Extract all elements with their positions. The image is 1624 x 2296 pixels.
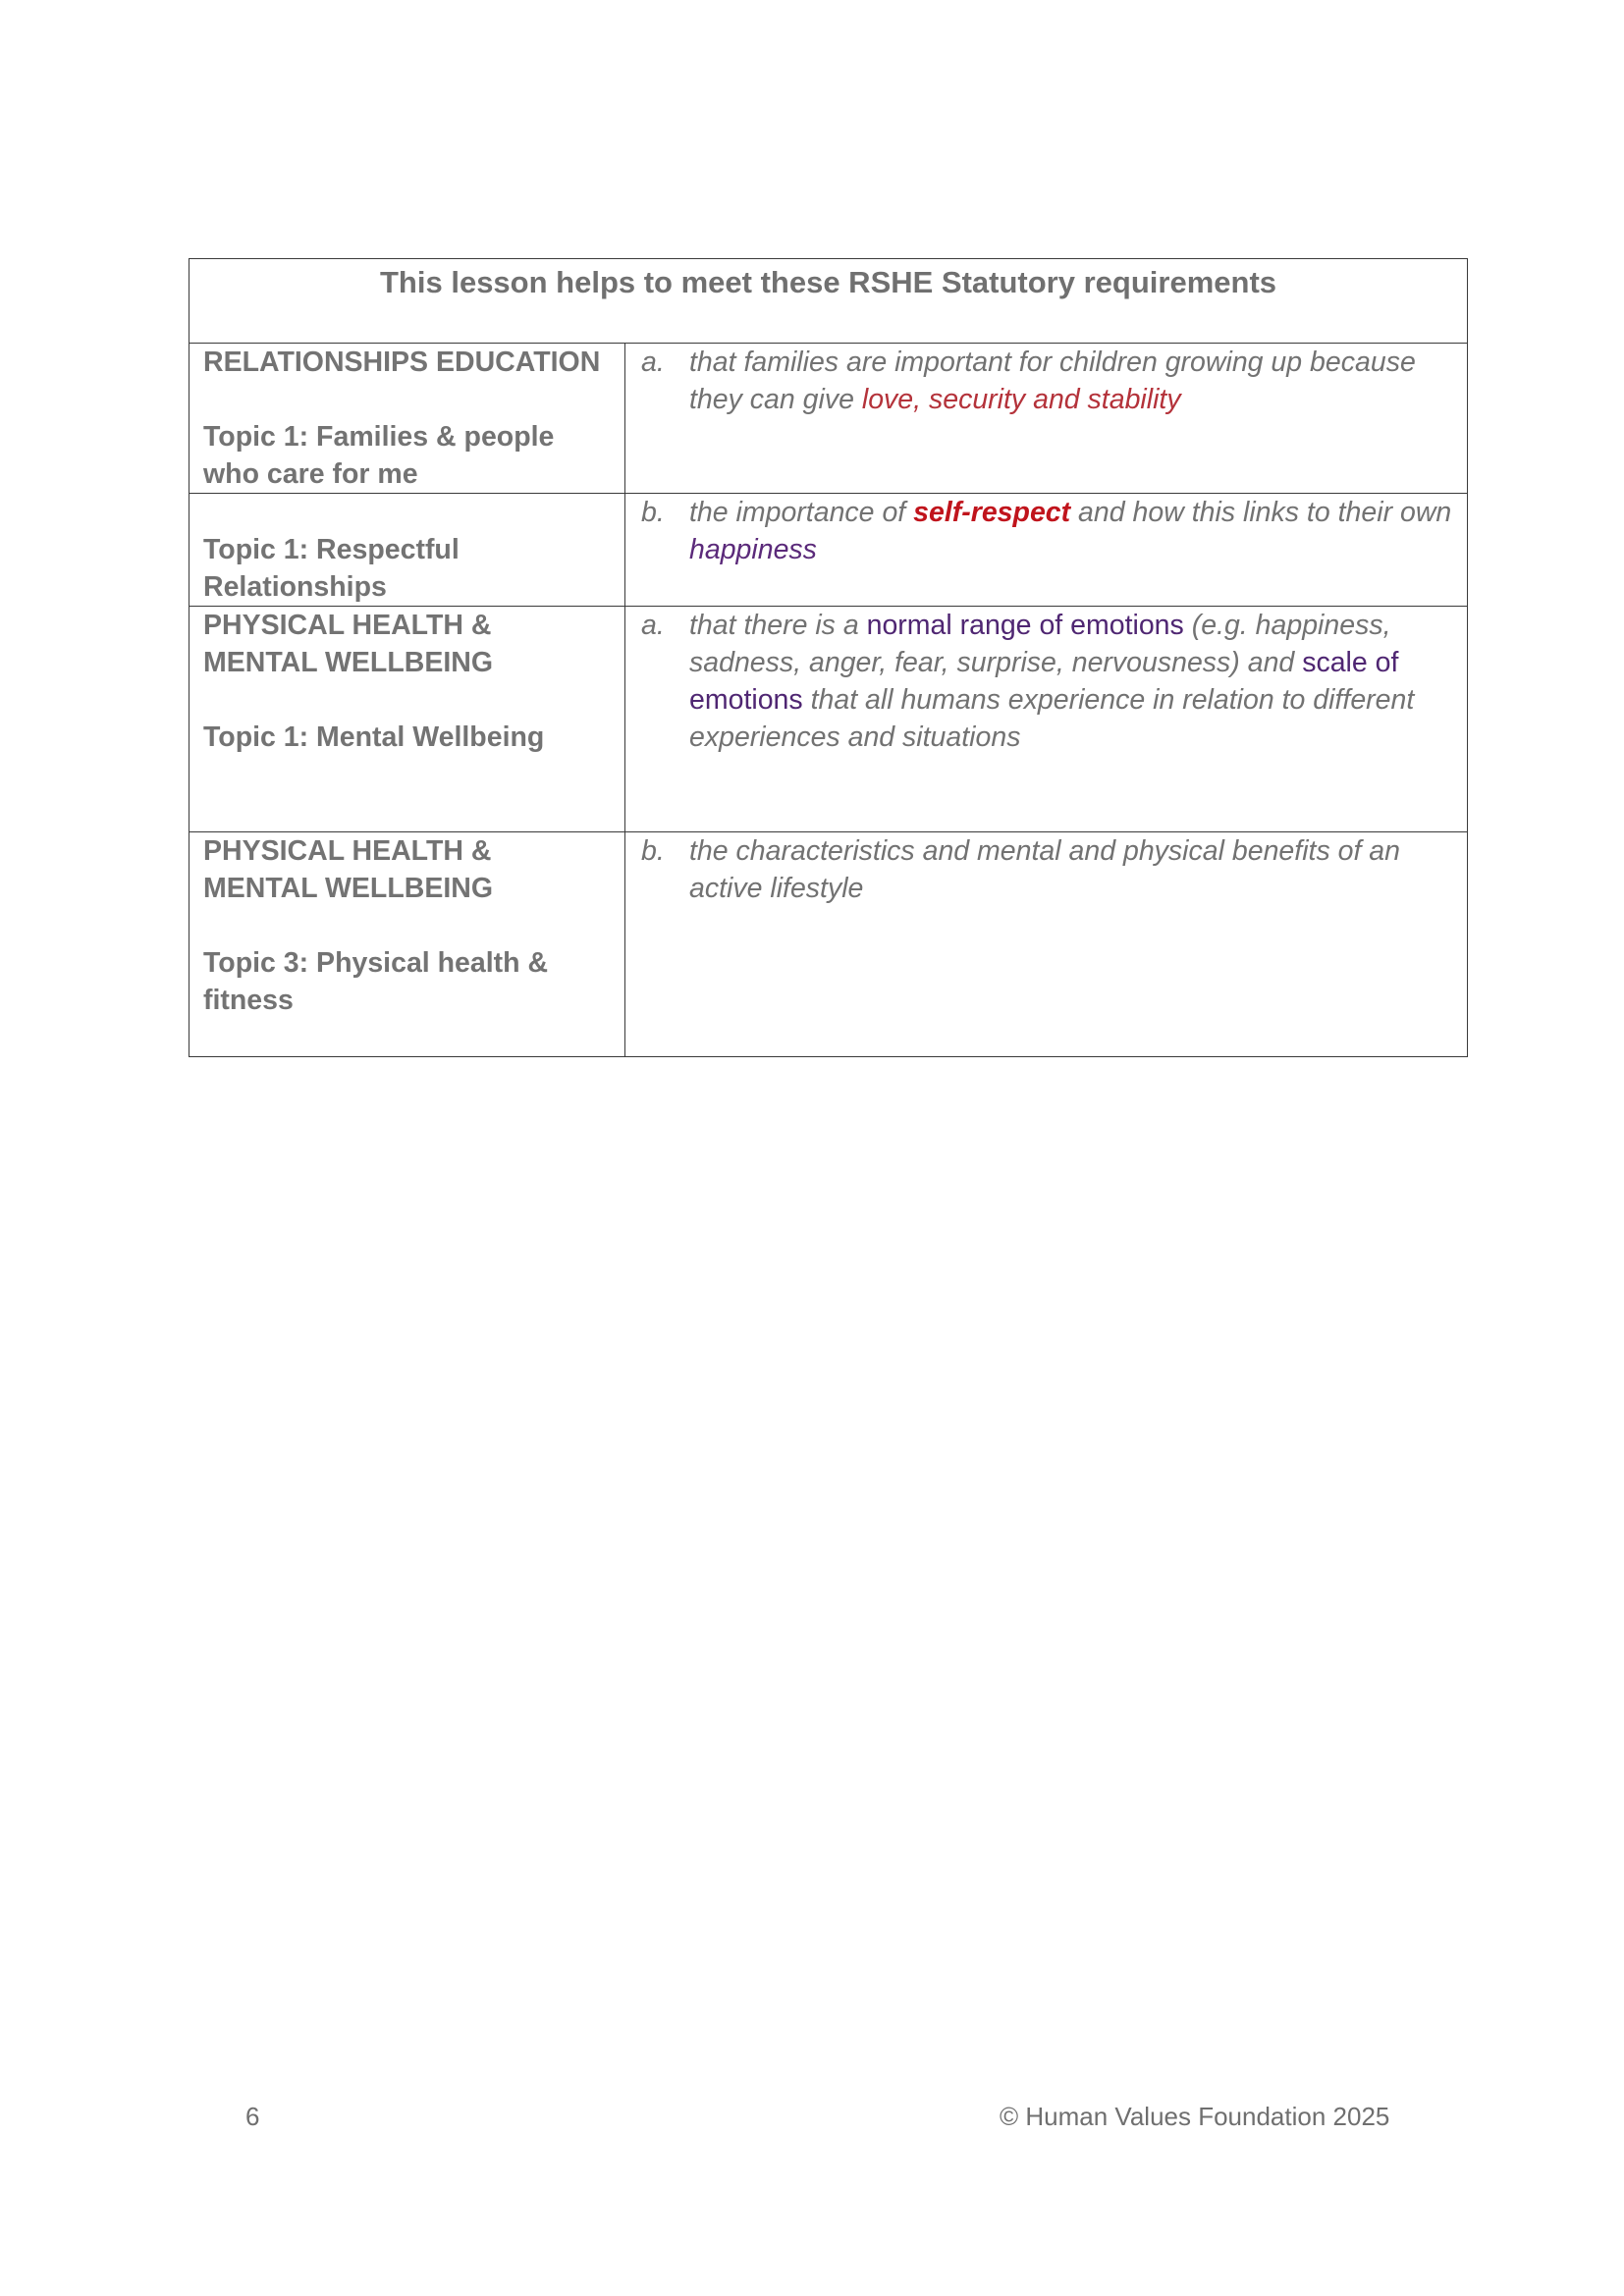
topic-cell: [189, 494, 625, 607]
highlight-phrase: normal range of emotions: [866, 610, 1184, 641]
page-number: 6: [245, 2102, 260, 2131]
requirement-cell: [625, 344, 1468, 494]
requirement-text: that families are important for children growing up because they can give love, security and stability: [689, 347, 1416, 415]
highlight-phrase: happiness: [689, 534, 817, 565]
item-letter: a.: [641, 610, 665, 641]
topic-cell: [189, 607, 625, 832]
table-row: [189, 494, 1468, 607]
table-row: [189, 344, 1468, 494]
item-letter: a.: [641, 347, 665, 378]
topic-label: Topic 3: Physical health & fitness: [203, 947, 549, 1016]
rshe-requirements-table: [189, 258, 1468, 1057]
category-label: PHYSICAL HEALTH & MENTAL WELLBEING: [203, 835, 494, 904]
item-letter: b.: [641, 497, 665, 528]
requirement-text: the importance of self-respect and how this links to their own happiness: [689, 497, 1452, 565]
topic-label: Topic 1: Mental Wellbeing: [203, 721, 545, 753]
topic-cell: [189, 344, 625, 494]
highlight-phrase: self-respect: [913, 497, 1071, 528]
table-row: [189, 832, 1468, 1057]
requirement-item: [625, 344, 1455, 418]
table-title-cell: [189, 259, 1468, 344]
table-row: [189, 607, 1468, 832]
copyright-notice: © Human Values Foundation 2025: [1000, 2102, 1390, 2131]
category-label: RELATIONSHIPS EDUCATION: [203, 347, 601, 378]
topic-label: Topic 1: Families & people who care for me: [203, 421, 555, 490]
requirement-cell: [625, 832, 1468, 1057]
requirement-item: [625, 607, 1455, 756]
requirement-cell: [625, 607, 1468, 832]
requirement-text: the characteristics and mental and physical benefits of an active lifestyle: [689, 835, 1400, 904]
requirement-item: [625, 832, 1455, 907]
topic-label: Topic 1: Respectful Relationships: [203, 534, 460, 603]
topic-cell: [189, 832, 625, 1057]
highlight-phrase: love, security and stability: [861, 384, 1181, 415]
category-label: PHYSICAL HEALTH & MENTAL WELLBEING: [203, 610, 494, 678]
requirement-item: [625, 494, 1455, 568]
highlight-phrase: scale of emotions: [689, 647, 1399, 716]
requirement-cell: [625, 494, 1468, 607]
item-letter: b.: [641, 835, 665, 867]
requirement-text: that there is a normal range of emotions (e.g. happiness, sadness, anger, fear, surprise, nervousness) and scale of emotions that all humans experience in relation to different experiences and situations: [689, 610, 1415, 753]
table-title: This lesson helps to meet these RSHE Statutory requirements: [380, 265, 1277, 299]
